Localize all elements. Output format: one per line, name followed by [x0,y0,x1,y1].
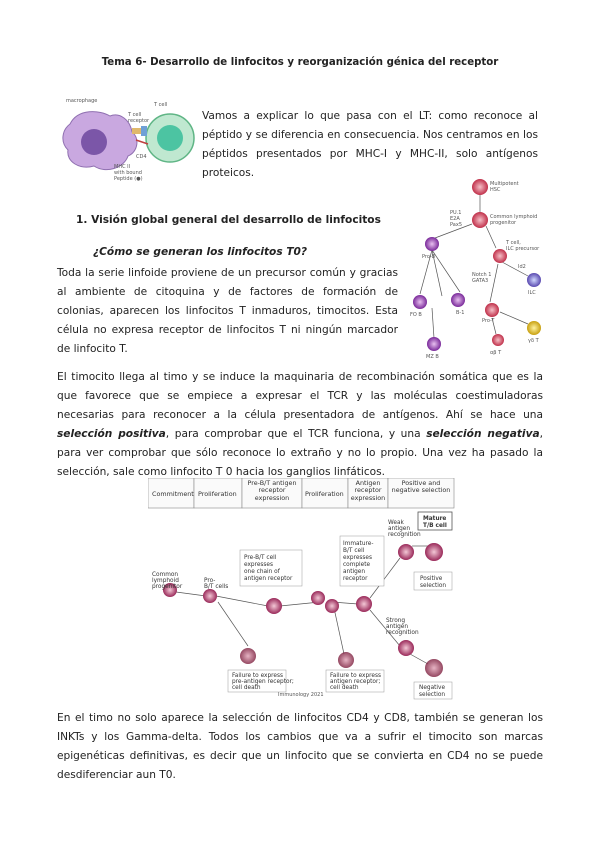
section-heading: 1. Visión global general del desarrollo de linfocitos [76,214,381,226]
positive-label-1: Positive [420,576,443,582]
stage-proliferation-2: Proliferation [305,490,344,498]
fail2-label-3: cell death [330,685,359,691]
negative-label-2: selection [419,692,446,698]
tcr-label-2: receptor [128,118,150,124]
tf-e2a: E2A [450,216,460,222]
fob-label: FO B [410,312,422,318]
notch-label-1: Notch 1 [472,272,492,278]
mature-label-2: T/B cell [423,523,447,529]
pre-label-4: antigen receptor [244,576,293,582]
fail1-label-2: pre-antigen receptor; [232,679,294,685]
mature-label-1: Mature [423,516,447,522]
imm-label-6: receptor [343,576,368,582]
negative-label-1: Negative [419,685,446,691]
strong-label-1: Strong [386,618,406,624]
probt-label-2: B/T cells [204,584,229,590]
para2-text-c: , para comprobar que el TCR funciona, y una [165,428,427,440]
tcell-label: T cell [154,102,168,108]
fail2-label-2: antigen receptor; [330,679,381,685]
clp-label-1: Common lymphoid [490,214,538,220]
weak-label-3: recognition [388,532,421,538]
macrophage-tcell-figure [58,90,198,185]
paragraph-1: Toda la serie linfoide proviene de un precursor común y gracias al ambiente de citoquina y de factores de formación de colonias, aparecen los linfocitos T inmaduros, timocitos. Esta célula no expresa receptor de linfocitos T ni ningún marcador de linfocito T. [57,267,398,355]
mzb-label: MZ B [426,354,439,360]
cd4-label: CD4 [136,154,147,160]
mhc-label-2: with bound [114,170,142,176]
positive-selection-term: selección positiva [57,428,166,440]
para2-text-e: , para ver comprobar que sólo reconoce lo extraño y no lo propio. Una vez ha pasado la selección, sale como linfocito T 0 hacia los ganglios linfáticos. [57,428,543,478]
pre-label-1: Pre-B/T cell [244,555,277,561]
probt-label-1: Pro- [204,578,216,584]
positive-label-2: selection [420,583,447,589]
tcr-label-1: T cell [128,112,142,118]
clp-label-2: progenitor [490,220,517,226]
stage-selection: Positive and negative selection [391,480,451,495]
pre-label-2: expresses [244,562,274,568]
strong-label-2: antigen [386,624,409,630]
gdt-label: γδ T [528,338,539,344]
stage-proliferation-1: Proliferation [198,490,237,498]
id2-label: Id2 [518,264,526,270]
b1-label: B-1 [456,310,465,316]
weak-label-1: Weak [388,520,404,526]
imm-label-5: antigen [343,569,366,575]
stage-pre-receptor: Pre-B/T antigen receptor expression [247,480,297,502]
prob-label: Pro-B [422,254,436,260]
imm-label-4: complete [343,562,371,568]
stage-receptor-expression: Antigen receptor expression [350,480,386,502]
macrophage-label: macrophage [66,98,98,104]
notch-label-2: GATA3 [472,278,489,284]
imm-label-2: B/T cell [343,548,365,554]
fail1-label-1: Failure to express [232,673,284,679]
imm-label-3: expresses [343,555,373,561]
paragraph-3: En el timo no solo aparece la selección de linfocitos CD4 y CD8, también se generan los INKTs y los Gamma-delta. Todos los cambios que va a sufrir el timocito son marcas epigenéticas definitivas, es decir que un linfocito que se convierta en CD4 no se puede desdiferenciar aun T0. [57,712,543,781]
weak-label-2: antigen [388,526,411,532]
subheading: ¿Cómo se generan los linfocitos T0? [93,246,308,258]
para2-text-a: El timocito llega al timo y se induce la maquinaria de recombinación somática que es la que favorece que se empiece a expresar el TCR y las moléculas coestimuladoras necesarias para reconocer a la célula presentadora de antígenos. Ahí se hace una [57,371,543,421]
stage-commitment: Commitment [152,490,194,498]
page-title: Tema 6- Desarrollo de linfocitos y reorganización génica del receptor [101,57,499,68]
lymphocyte-development-figure [148,478,456,700]
tilc-label-1: T cell, [506,240,521,246]
clp-label-3: progenitor [152,584,183,590]
hsc-label-1: Multipotent [490,181,519,187]
negative-selection-term: selección negativa [426,428,540,440]
lymphoid-lineage-figure [410,176,560,366]
abt-label: αβ T [490,350,502,356]
paragraph-2 [57,368,543,482]
hsc-label-2: HSC [490,187,501,193]
imm-label-1: Immature- [343,541,374,547]
pre-label-3: one chain of [244,569,280,575]
fail2-label-1: Failure to express [330,673,382,679]
prot-label: Pro-T [482,318,495,324]
tilc-label-2: ILC precursor [506,246,540,252]
clp-label-1: Common [152,572,179,578]
strong-label-3: recognition [386,630,419,636]
fail1-label-3: cell death [232,685,261,691]
clp-label-2: lymphoid [152,578,179,584]
mhc-label-3: Peptide (●) [114,176,143,182]
tf-pax5: Pax5 [450,222,462,228]
intro-paragraph: Vamos a explicar lo que pasa con el LT: como reconoce al péptido y se diferencia en consecuencia. Nos centramos en los péptidos presentados por MHC-I y MHC-II, solo antígenos proteicos. [202,110,538,179]
tf-pu1: PU.1 [450,210,462,216]
figure-credit: Immunology 2021 [278,692,324,698]
mhc-label-1: MHC II [114,164,131,170]
ilc-label: ILC [528,290,536,296]
